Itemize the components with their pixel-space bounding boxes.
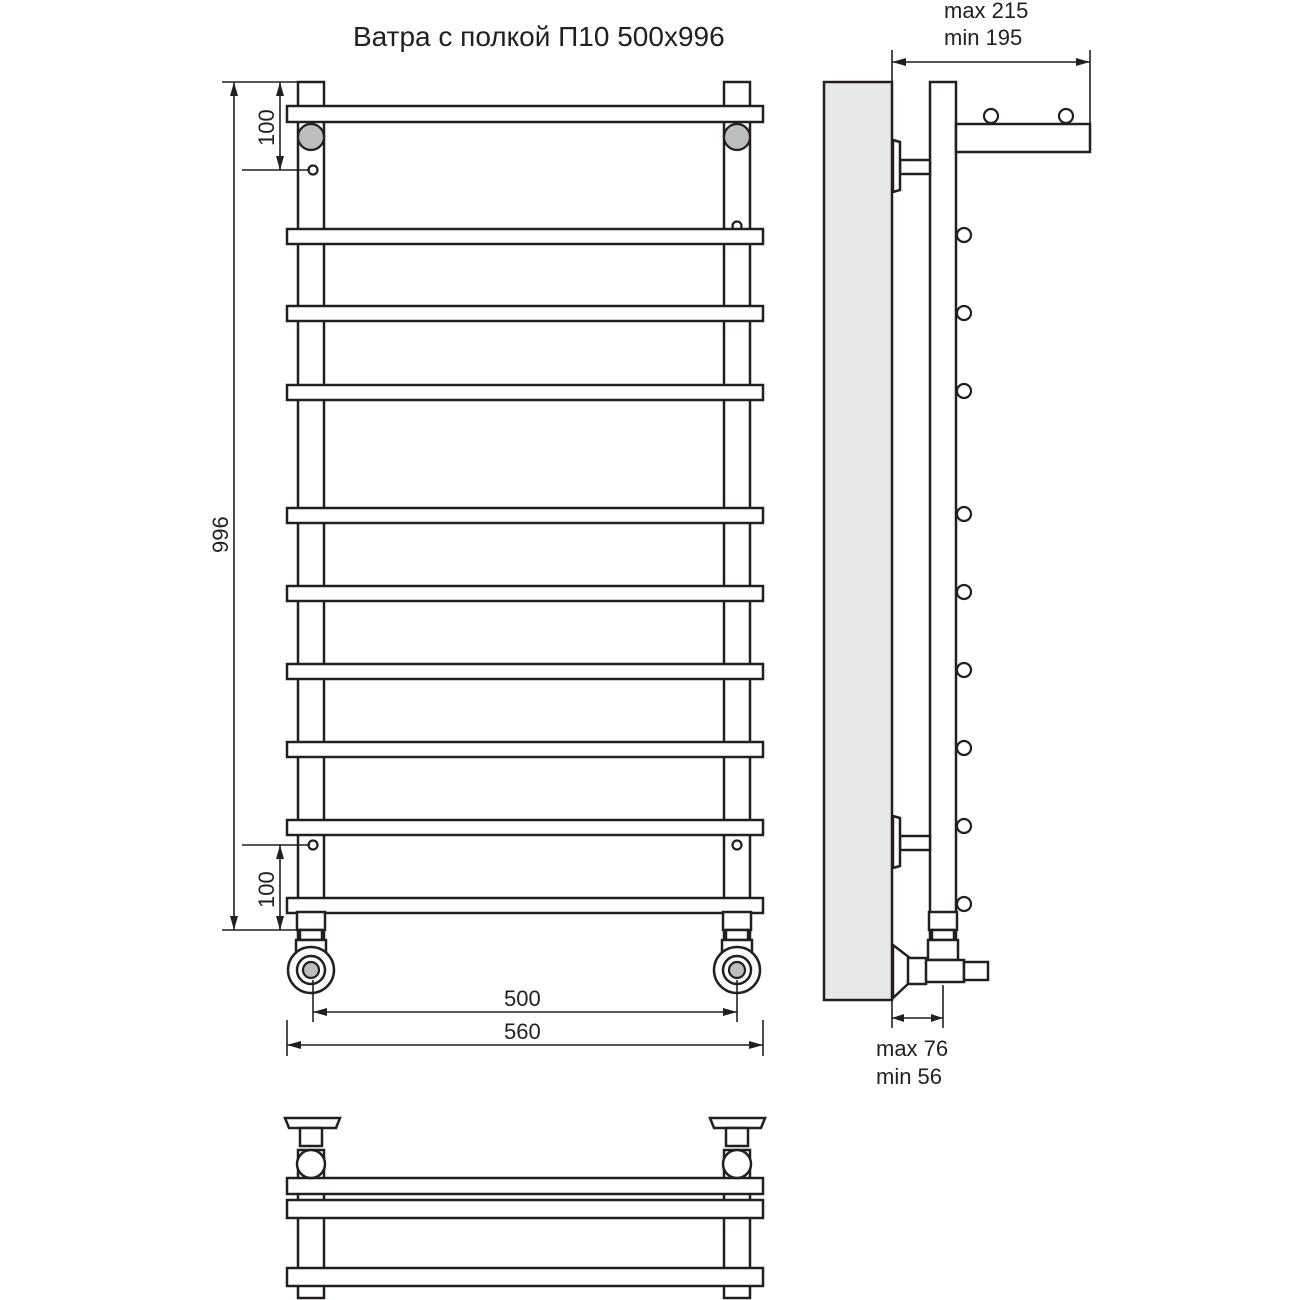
rung — [287, 306, 763, 321]
side-rung-dot — [957, 585, 971, 599]
side-view — [824, 0, 1090, 1089]
front-view — [208, 82, 763, 1056]
top-view — [285, 1118, 765, 1298]
rungs — [287, 229, 763, 913]
rung — [287, 742, 763, 757]
side-rung-dots — [957, 228, 971, 911]
side-rung-dot — [957, 384, 971, 398]
side-rung-dot — [957, 741, 971, 755]
side-rung-dot — [957, 897, 971, 911]
dim-center-distance: 500 — [504, 986, 541, 1011]
top-view-front-rail — [287, 1268, 763, 1286]
top-shelf-bar — [287, 106, 763, 122]
dim-overall-width: 560 — [504, 1019, 541, 1044]
dim-bottom-offset: 100 — [254, 871, 279, 908]
side-rung-dot — [957, 507, 971, 521]
side-rung-dot — [957, 663, 971, 677]
dim-wall-offset-max: max 76 — [876, 1036, 949, 1061]
wall — [824, 82, 892, 1000]
dim-wall-offset-min: min 56 — [876, 1064, 943, 1089]
rung — [287, 229, 763, 244]
top-view-back-rail — [287, 1178, 763, 1194]
left-top-cap — [298, 124, 324, 150]
right-top-cap — [724, 124, 750, 150]
side-rung-dot — [957, 306, 971, 320]
rung — [287, 508, 763, 523]
top-view-mid-rail — [287, 1200, 763, 1218]
dim-height-total: 996 — [208, 516, 233, 553]
rung — [287, 586, 763, 601]
side-shelf — [956, 124, 1090, 152]
dim-depth-min: min 195 — [944, 25, 1023, 50]
left-valve — [288, 912, 334, 993]
rung — [287, 385, 763, 400]
side-post — [930, 82, 956, 938]
side-valve — [893, 912, 988, 998]
dim-top-offset: 100 — [254, 109, 279, 146]
rung — [287, 898, 763, 913]
side-rung-dot — [957, 228, 971, 242]
dim-depth-max: max 215 — [944, 0, 1029, 23]
rung — [287, 664, 763, 679]
right-bottom-mount — [733, 841, 742, 850]
rung — [287, 820, 763, 835]
side-rung-dot — [957, 819, 971, 833]
drawing-title: Ватра с полкой П10 500х996 — [353, 21, 725, 52]
